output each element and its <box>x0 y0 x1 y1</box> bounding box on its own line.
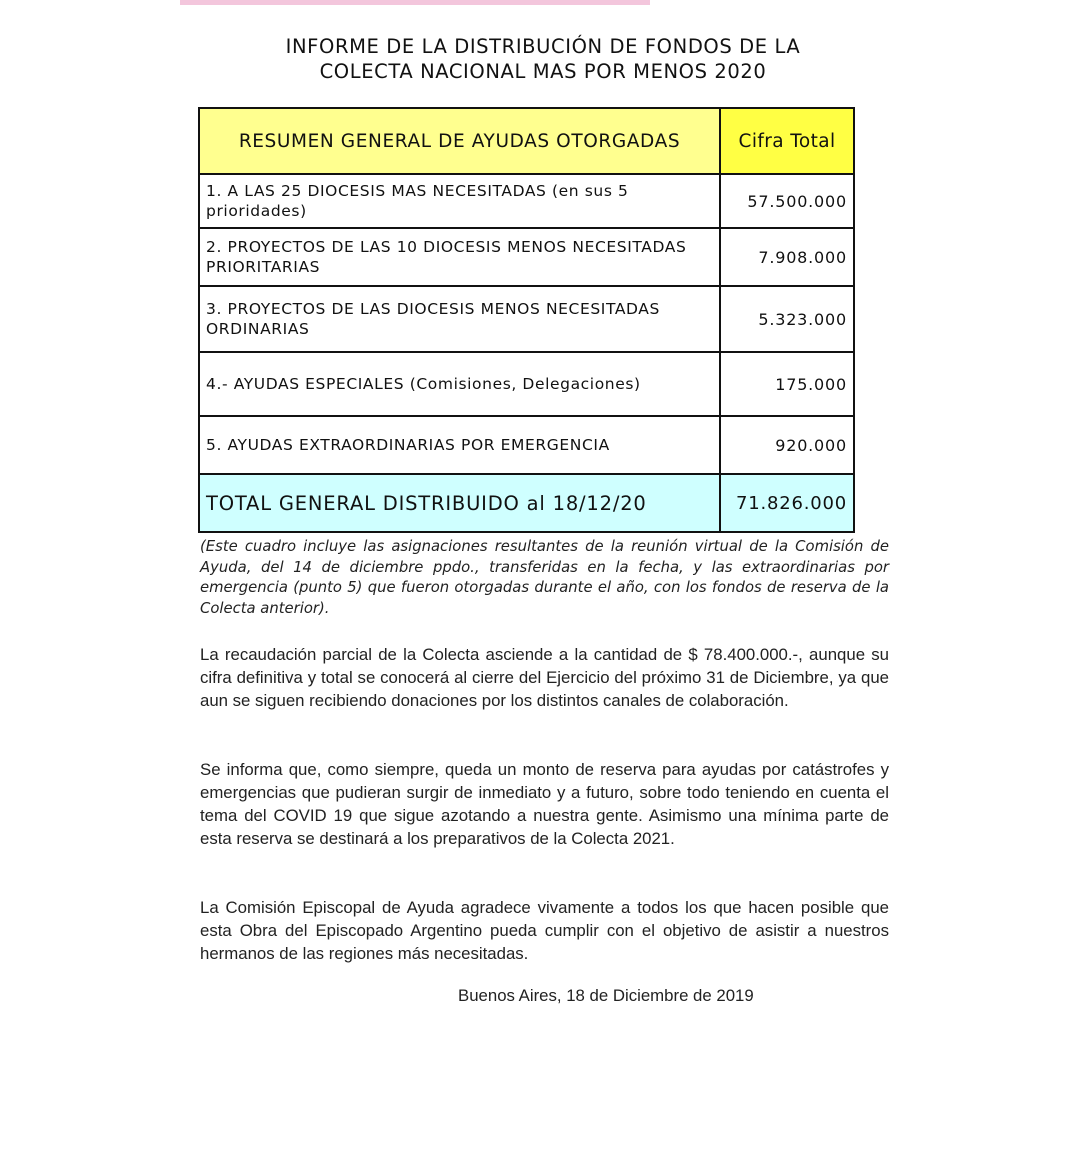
table-footnote: (Este cuadro incluye las asignaciones resultantes de la reunión virtual de la Comisión de Ayuda, del 14 de diciembre ppdo., transferidas en la fecha, y las extraordinarias por emergencia (punto 5) que fueron otorgadas durante el año, con los fondos de reserva de la Colecta anterior). <box>200 538 889 617</box>
row-label-line: 2. PROYECTOS DE LAS 10 DIOCESIS MENOS NECESITADAS <box>206 238 687 256</box>
row-label-line: PRIORITARIAS <box>206 258 321 276</box>
row-value-cell: 57.500.000 <box>720 174 854 228</box>
row-label-cell <box>199 286 720 352</box>
total-label-cell: TOTAL GENERAL DISTRIBUIDO al 18/12/20 <box>199 474 720 532</box>
top-decorative-strip <box>180 0 650 5</box>
table-row <box>199 352 854 416</box>
row-label-cell <box>199 352 720 416</box>
row-label-line: 5. AYUDAS EXTRAORDINARIAS POR EMERGENCIA <box>206 436 610 454</box>
paragraph-reserve: Se informa que, como siempre, queda un monto de reserva para ayudas por catástrofes y emergencias que pudieran surgir de inmediato y a futuro, sobre todo teniendo en cuenta el tema del COVID 19 que sigue azotando a nuestra gente. Asimismo una mínima parte de esta reserva se destinará a los preparativos de la Colecta 2021. <box>200 760 889 848</box>
table-row <box>199 228 854 286</box>
row-label-line: 4.- AYUDAS ESPECIALES (Comisiones, Delegaciones) <box>206 375 641 393</box>
table-row <box>199 416 854 474</box>
row-label-cell <box>199 416 720 474</box>
row-label-cell <box>199 228 720 286</box>
row-value-cell: 5.323.000 <box>720 286 854 352</box>
title-line-1: INFORME DE LA DISTRIBUCIÓN DE FONDOS DE LA <box>285 35 801 58</box>
title-line-2: COLECTA NACIONAL MAS POR MENOS 2020 <box>319 60 767 83</box>
table-row <box>199 286 854 352</box>
table-row <box>199 174 854 228</box>
row-label-line: ORDINARIAS <box>206 320 310 338</box>
document-title <box>0 34 1080 84</box>
row-label-line: prioridades) <box>206 202 307 220</box>
row-label-cell <box>199 174 720 228</box>
paragraph-thanks: La Comisión Episcopal de Ayuda agradece vivamente a todos los que hacen posible que esta Obra del Episcopado Argentino pueda cumplir con el objetivo de asistir a nuestros hermanos de las regiones más necesitadas. <box>200 898 889 963</box>
total-row <box>199 474 854 532</box>
row-value-cell: 7.908.000 <box>720 228 854 286</box>
summary-table <box>198 107 855 533</box>
row-value-cell: 175.000 <box>720 352 854 416</box>
row-label-line: 3. PROYECTOS DE LAS DIOCESIS MENOS NECESITADAS <box>206 300 660 318</box>
header-total-cell: Cifra Total <box>720 108 854 174</box>
row-label-line: 1. A LAS 25 DIOCESIS MAS NECESITADAS (en sus 5 <box>206 182 629 200</box>
paragraph-collection-amount: La recaudación parcial de la Colecta asciende a la cantidad de $ 78.400.000.-, aunque su cifra definitiva y total se conocerá al cierre del Ejercicio del próximo 31 de Diciembre, ya que aun se siguen recibiendo donaciones por los distintos canales de colaboración. <box>200 645 889 710</box>
total-value-cell: 71.826.000 <box>720 474 854 532</box>
signature-place-date: Buenos Aires, 18 de Diciembre de 2019 <box>458 986 754 1005</box>
table-header-row <box>199 108 854 174</box>
row-value-cell: 920.000 <box>720 416 854 474</box>
header-label-cell: RESUMEN GENERAL DE AYUDAS OTORGADAS <box>199 108 720 174</box>
